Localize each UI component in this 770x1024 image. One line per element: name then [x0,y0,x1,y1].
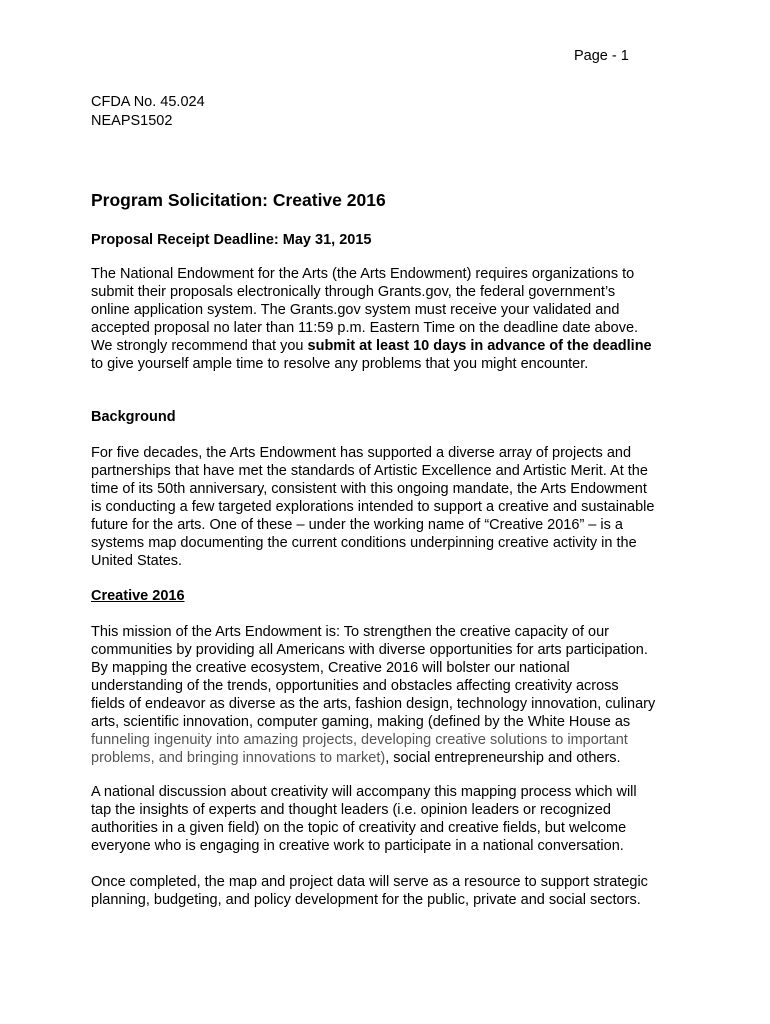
background-heading: Background [91,409,176,425]
completion-line: planning, budgeting, and policy development for the public, private and social sectors. [91,892,641,909]
intro-line [91,337,691,355]
creative-2016-heading: Creative 2016 [91,588,185,604]
maker-definition-quote: funneling ingenuity into amazing projects, developing creative solutions to important [91,732,628,749]
discussion-line: everyone who is engaging in creative work to participate in a national conversation. [91,838,624,855]
mission-line: fields of endeavor as diverse as the arts, fashion design, technology innovation, culinary [91,696,656,713]
background-paragraph [91,444,691,570]
discussion-paragraph [91,783,691,855]
mission-line: By mapping the creative ecosystem, Creative 2016 will bolster our national [91,660,570,677]
background-line: is conducting a few targeted explorations intended to support a creative and sustainable [91,499,655,516]
mission-line: communities by providing all Americans with diverse opportunities for arts participation. [91,642,648,659]
page-title: Program Solicitation: Creative 2016 [91,190,386,210]
mission-line: This mission of the Arts Endowment is: To strengthen the creative capacity of our [91,624,609,640]
mission-line [91,749,691,767]
intro-line: The National Endowment for the Arts (the Arts Endowment) requires organizations to [91,266,635,282]
neaps-code: NEAPS1502 [91,112,173,129]
mission-paragraph [91,623,691,767]
mission-text: , social entrepreneurship and others. [385,750,621,767]
background-line: time of its 50th anniversary, consistent with this ongoing mandate, the Arts Endowment [91,481,647,498]
mission-line: arts, scientific innovation, computer gaming, making (defined by the White House as [91,714,631,731]
deadline-heading: Proposal Receipt Deadline: May 31, 2015 [91,232,372,248]
discussion-line: A national discussion about creativity will accompany this mapping process which will [91,784,637,800]
intro-line: to give yourself ample time to resolve any problems that you might encounter. [91,356,589,373]
intro-paragraph [91,265,691,373]
discussion-line: tap the insights of experts and thought leaders (i.e. opinion leaders or recognized [91,802,611,819]
cfda-number: CFDA No. 45.024 [91,94,205,110]
background-line: future for the arts. One of these – under the working name of “Creative 2016” – is a [91,517,623,534]
discussion-line: authorities in a given field) on the topic of creativity and creative fields, but welcome [91,820,627,837]
deadline-emphasis: submit at least 10 days in advance of the deadline [307,338,652,355]
intro-line: online application system. The Grants.gov system must receive your validated and [91,302,620,319]
background-line: For five decades, the Arts Endowment has supported a diverse array of projects and [91,445,632,461]
background-line: United States. [91,553,183,570]
identifier-block [91,93,205,130]
completion-line: Once completed, the map and project data will serve as a resource to support strategic [91,874,648,890]
background-line: partnerships that have met the standards of Artistic Excellence and Artistic Merit. At the [91,463,648,480]
page-number: Page - 1 [574,48,629,64]
mission-line: understanding of the trends, opportunities and obstacles affecting creativity across [91,678,619,695]
intro-line: accepted proposal no later than 11:59 p.m. Eastern Time on the deadline date above. [91,320,639,337]
completion-paragraph [91,873,691,909]
intro-line: submit their proposals electronically through Grants.gov, the federal government’s [91,284,616,301]
maker-definition-quote: problems, and bringing innovations to market) [91,750,386,767]
background-line: systems map documenting the current conditions underpinning creative activity in the [91,535,637,552]
intro-text: We strongly recommend that you [91,338,308,355]
